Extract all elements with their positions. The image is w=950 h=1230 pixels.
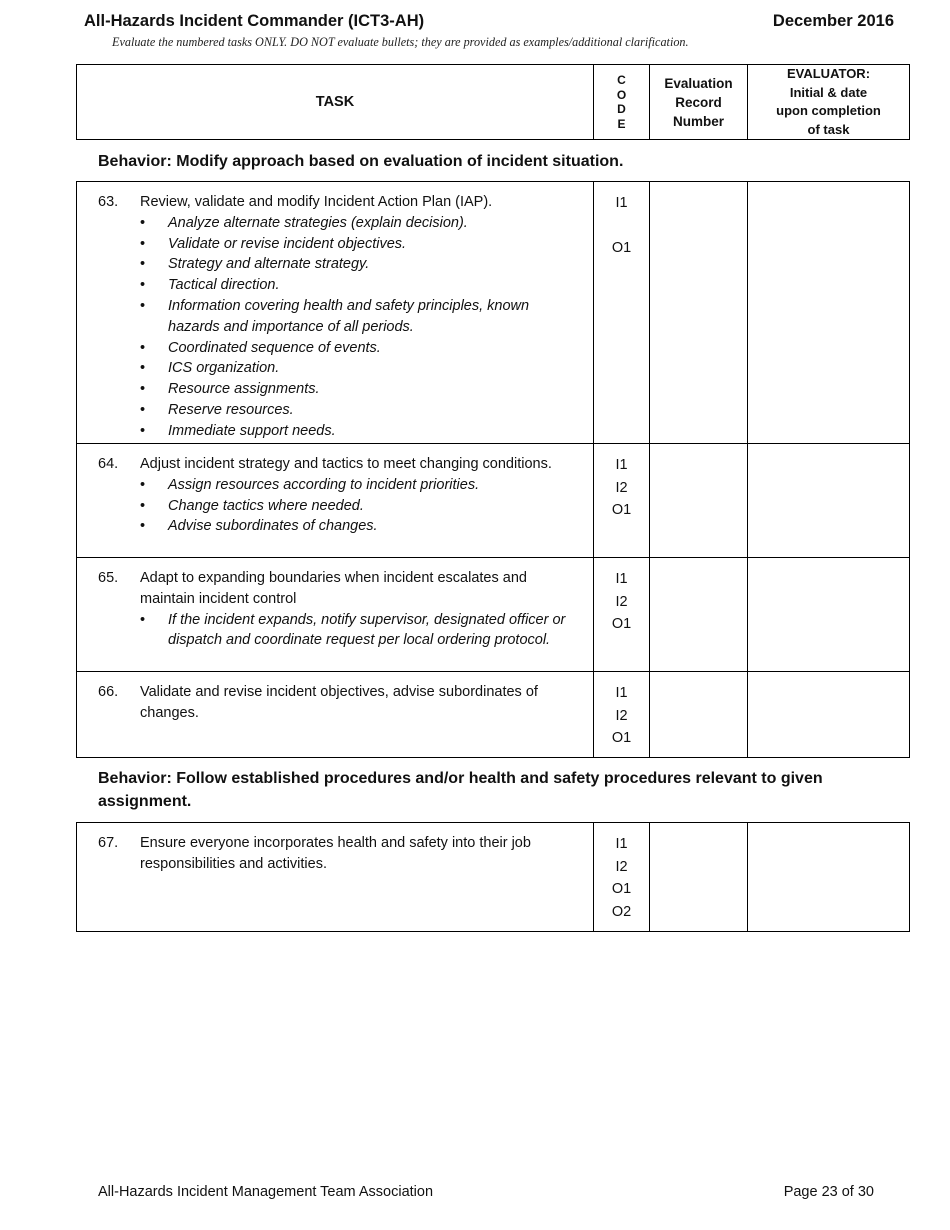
bullet-item: • If the incident expands, notify supervisor, designated officer or dispatch and coordinate request per local ordering protocol.	[140, 610, 583, 652]
task-codes: I1 I2 O1	[594, 558, 650, 672]
bullet-item: • Change tactics where needed.	[140, 496, 583, 517]
task-bullets	[140, 213, 583, 442]
task-description	[77, 182, 594, 444]
bullet-item: • Assign resources according to incident priorities.	[140, 475, 583, 496]
bullet-item: • Tactical direction.	[140, 275, 583, 296]
bullet-item: • Strategy and alternate strategy.	[140, 254, 583, 275]
evaluator-initial-cell[interactable]	[748, 823, 910, 932]
task-bullets	[140, 610, 583, 652]
task-row	[77, 823, 910, 932]
task-number: 66.	[98, 684, 119, 700]
task-codes: I1 I2 O1 O2	[594, 823, 650, 932]
task-text: Adjust incident strategy and tactics to meet changing conditions.	[140, 456, 552, 472]
evaluation-record-number-cell[interactable]	[650, 558, 748, 672]
task-codes: I1 I2 O1	[594, 672, 650, 758]
task-description	[77, 823, 594, 932]
bullet-item: • Analyze alternate strategies (explain decision).	[140, 213, 583, 234]
behavior-heading: Behavior: Follow established procedures and/or health and safety procedures relevant to given assignment.	[98, 770, 823, 810]
document-date: December 2016	[772, 12, 894, 30]
bullet-item: • Coordinated sequence of events.	[140, 338, 583, 359]
task-description	[77, 672, 594, 758]
document-title: All-Hazards Incident Commander (ICT3-AH)	[84, 12, 425, 30]
evaluator-initial-cell[interactable]	[748, 444, 910, 558]
evaluation-record-number-cell[interactable]	[650, 672, 748, 758]
task-number: 65.	[98, 570, 119, 586]
task-text: Validate and revise incident objectives, advise subordinates of changes.	[140, 684, 538, 721]
task-row	[77, 558, 910, 672]
bullet-item: • Reserve resources.	[140, 400, 583, 421]
evaluation-record-number-cell[interactable]	[650, 182, 748, 444]
task-bullets	[140, 475, 583, 537]
task-number: 67.	[98, 835, 119, 851]
evaluation-record-number-cell[interactable]	[650, 823, 748, 932]
page-number: Page 23 of 30	[783, 1184, 874, 1200]
bullet-item: • Immediate support needs.	[140, 421, 583, 442]
bullet-item: • Validate or revise incident objectives.	[140, 234, 583, 255]
task-text: Adapt to expanding boundaries when incident escalates and maintain incident control	[140, 570, 527, 607]
bullet-item: • Information covering health and safety principles, known hazards and importance of all periods.	[140, 296, 583, 338]
task-codes: I1 I2 O1	[594, 444, 650, 558]
evaluation-instruction: Evaluate the numbered tasks ONLY. DO NOT evaluate bullets; they are provided as examples/additional clarification.	[112, 35, 689, 49]
task-text: Review, validate and modify Incident Action Plan (IAP).	[140, 194, 493, 210]
task-row	[77, 444, 910, 558]
task-row	[77, 182, 910, 444]
evaluator-initial-cell[interactable]	[748, 672, 910, 758]
code-column-header: C O D E	[594, 65, 650, 140]
evaluator-initial-header: EVALUATOR: Initial & date upon completion of task	[748, 65, 910, 140]
evaluator-initial-cell[interactable]	[748, 558, 910, 672]
bullet-item: • Advise subordinates of changes.	[140, 516, 583, 537]
task-column-header: TASK	[77, 65, 594, 140]
evaluator-initial-cell[interactable]	[748, 182, 910, 444]
task-description	[77, 444, 594, 558]
evaluation-record-number-header: Evaluation Record Number	[650, 65, 748, 140]
task-table-header	[76, 64, 910, 140]
task-table	[76, 181, 910, 758]
task-table	[76, 822, 910, 932]
bullet-item: • ICS organization.	[140, 358, 583, 379]
task-description	[77, 558, 594, 672]
behavior-heading: Behavior: Modify approach based on evaluation of incident situation.	[98, 153, 624, 170]
task-number: 63.	[98, 194, 119, 210]
task-text: Ensure everyone incorporates health and safety into their job responsibilities and activities.	[140, 835, 531, 872]
bullet-item: • Resource assignments.	[140, 379, 583, 400]
task-row	[77, 672, 910, 758]
footer-organization: All-Hazards Incident Management Team Association	[98, 1184, 434, 1200]
task-number: 64.	[98, 456, 119, 472]
evaluation-record-number-cell[interactable]	[650, 444, 748, 558]
task-codes: I1 O1	[594, 182, 650, 444]
